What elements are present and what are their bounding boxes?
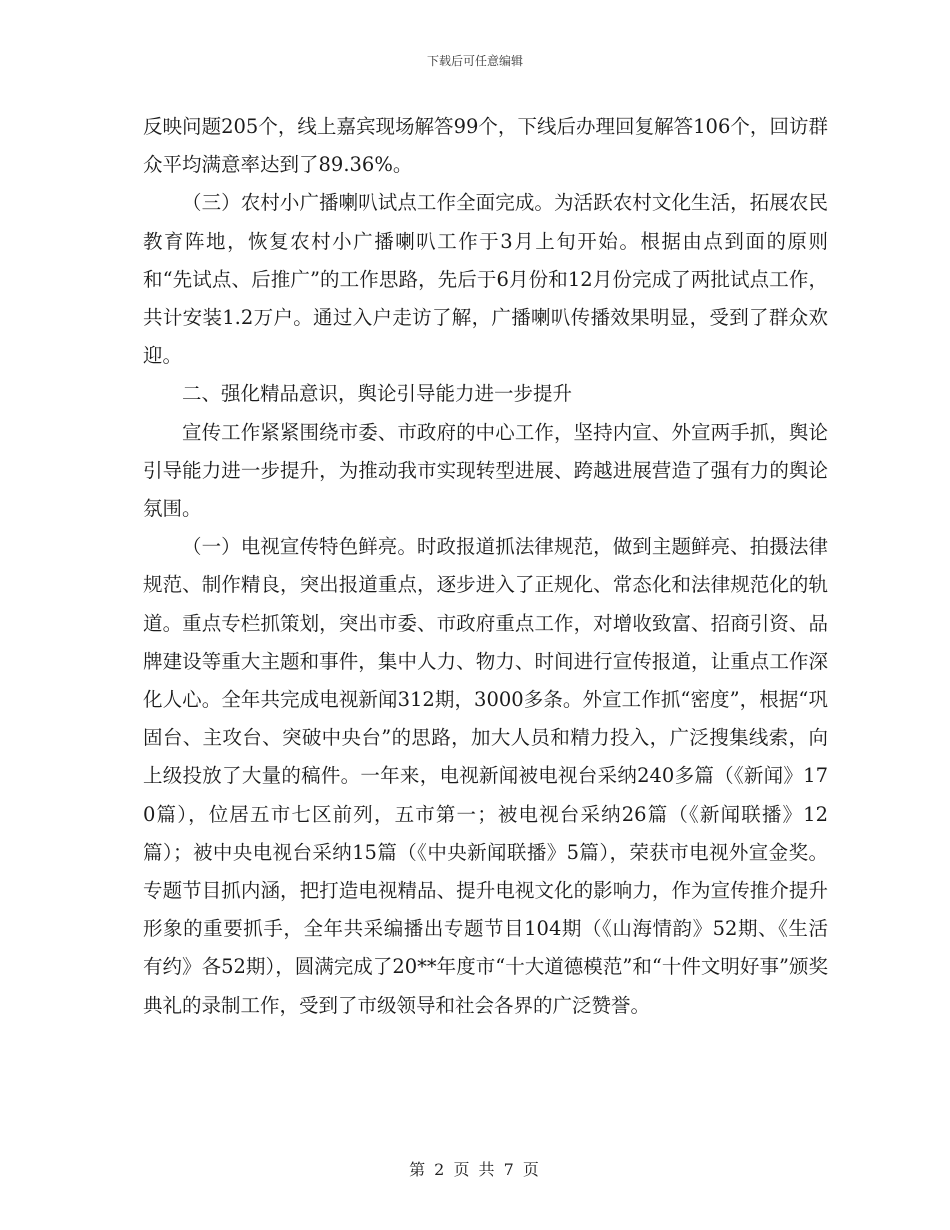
paragraph-continuation: 反映问题205个，线上嘉宾现场解答99个，下线后办理回复解答106个，回访群众平均满意率达到了89.36%。 (143, 115, 828, 177)
paragraph-rural-broadcast: （三）农村小广播喇叭试点工作全面完成。为活跃农村文化生活，拓展农民教育阵地，恢复农村小广播喇叭工作于3月上旬开始。根据由点到面的原则和“先试点、后推广”的工作思路，先后于6月份和12月份完成了两批试点工作，共计安装1.2万户。通过入户走访了解，广播喇叭传播效果明显，受到了群众欢迎。 (143, 191, 828, 368)
paragraph-tv-publicity: （一）电视宣传特色鲜亮。时政报道抓法律规范，做到主题鲜亮、拍摄法律规范、制作精良，突出报道重点，逐步进入了正规化、常态化和法律规范化的轨道。重点专栏抓策划，突出市委、市政府重点工作，对增收致富、招商引资、品牌建设等重大主题和事件，集中人力、物力、时间进行宣传报道，让重点工作深化人心。全年共完成电视新闻312期，3000多条。外宣工作抓“密度”，根据“巩固台、主攻台、突破中央台”的思路，加大人员和精力投入，广泛搜集线索，向上级投放了大量的稿件。一年来，电视新闻被电视台采纳240多篇（《新闻》170篇），位居五市七区前列，五市第一；被电视台采纳26篇（《新闻联播》12篇）；被中央电视台采纳15篇（《中央新闻联播》5篇），荣获市电视外宣金奖。专题节目抓内涵，把打造电视精品、提升电视文化的影响力，作为宣传推介提升形象的重要抓手，全年共采编播出专题节目104期（《山海情韵》52期、《生活有约》各52期），圆满完成了20**年度市“十大道德模范”和“十件文明好事”颁奖典礼的录制工作，受到了市级领导和社会各界的广泛赞誉。 (143, 535, 828, 1017)
page-header-note: 下载后可任意编辑 (426, 54, 523, 68)
section-heading: 二、强化精品意识，舆论引导能力进一步提升 (182, 382, 573, 406)
page-number: 第 2 页 共 7 页 (409, 1160, 541, 1179)
paragraph-publicity-intro: 宣传工作紧紧围绕市委、市政府的中心工作，坚持内宣、外宣两手抓，舆论引导能力进一步提升，为推动我市实现转型进展、跨越进展营造了强有力的舆论氛围。 (143, 420, 828, 521)
document-body (143, 108, 828, 1025)
